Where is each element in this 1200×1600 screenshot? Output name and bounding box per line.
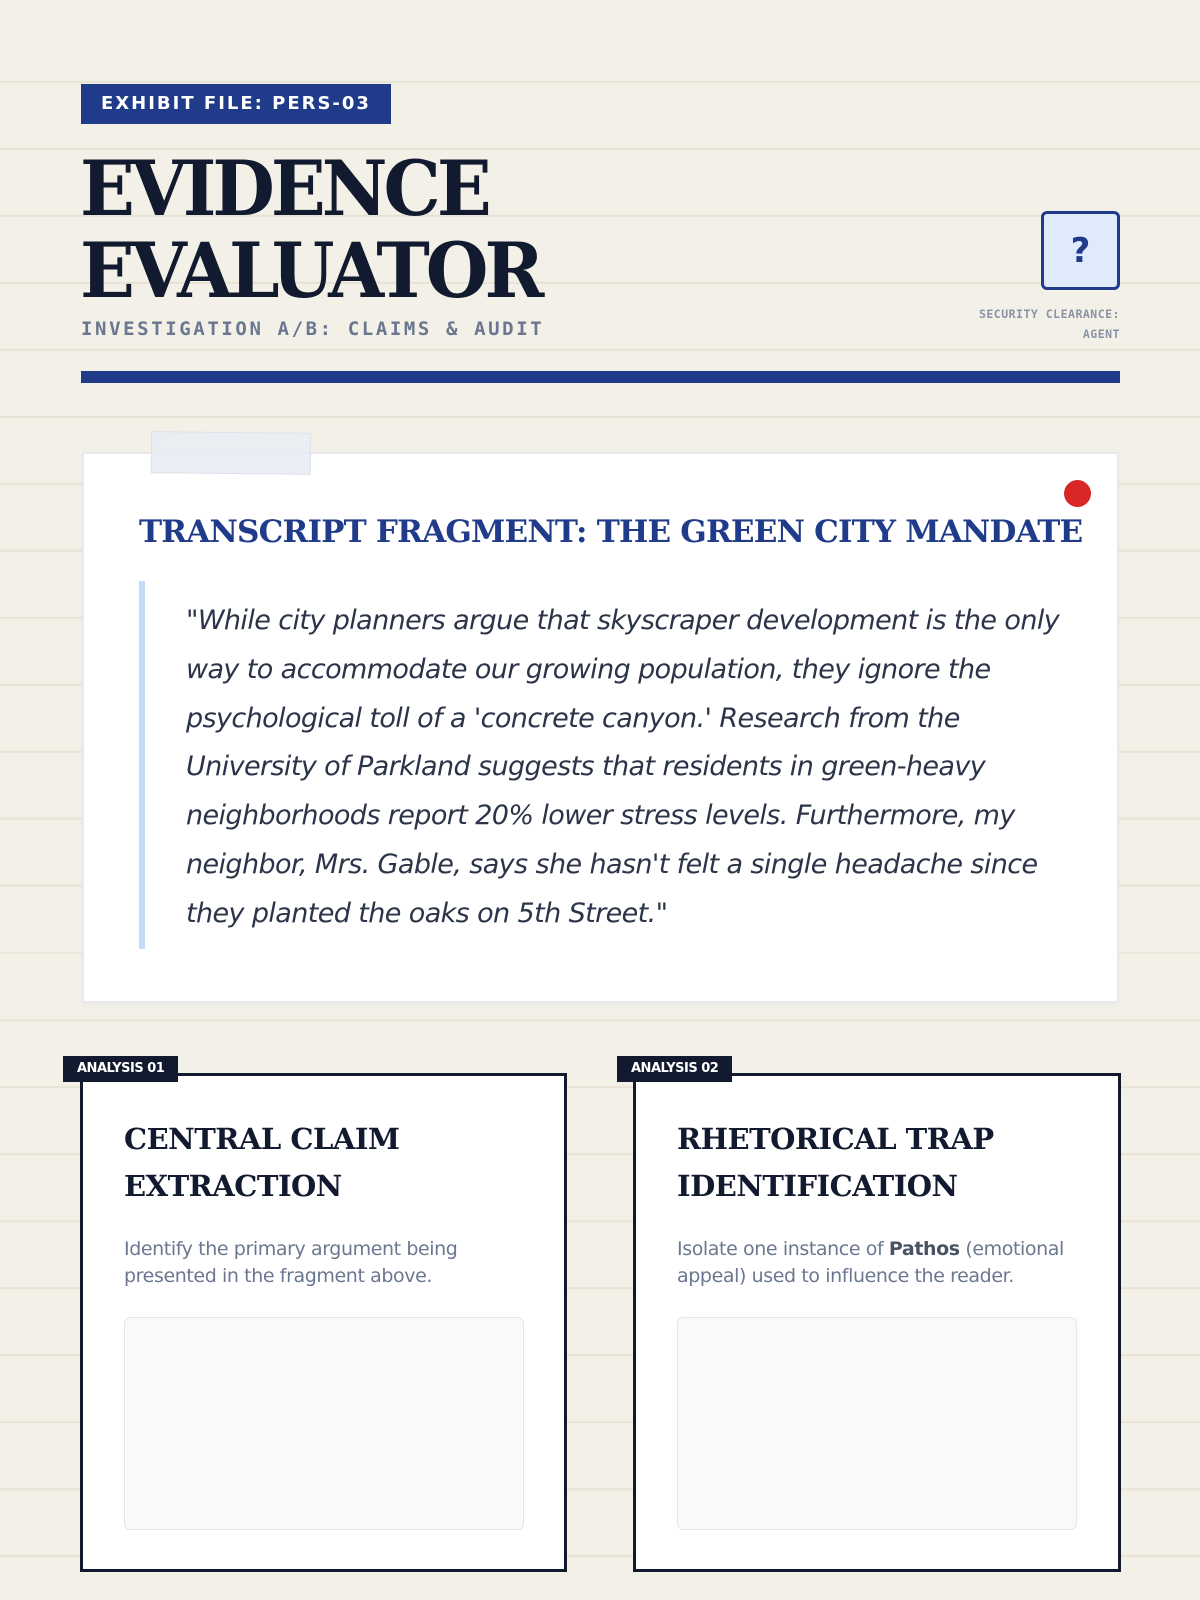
- analysis-label-01: ANALYSIS 01: [63, 1056, 178, 1082]
- transcript-heading: TRANSCRIPT FRAGMENT: THE GREEN CITY MANDATE: [139, 514, 1083, 550]
- rhetorical-trap-answer-input[interactable]: [677, 1317, 1077, 1530]
- page-subtitle: INVESTIGATION A/B: CLAIMS & AUDIT: [81, 318, 545, 340]
- analysis-label-02: ANALYSIS 02: [617, 1056, 732, 1082]
- analysis-card-rhetorical-trap: [633, 1073, 1121, 1572]
- page-title-line-2: EVALUATOR: [80, 225, 541, 315]
- central-claim-answer-input[interactable]: [124, 1317, 524, 1530]
- page-title-line-1: EVIDENCE: [80, 143, 488, 234]
- description-emphasis: Pathos: [888, 1238, 960, 1260]
- exhibit-file-tag: EXHIBIT FILE: PERS-03: [81, 84, 391, 124]
- header-divider: [81, 371, 1120, 383]
- transcript-card: [82, 452, 1119, 1003]
- description-text: Isolate one instance of: [677, 1238, 889, 1260]
- quote-accent-bar: [139, 581, 145, 949]
- analysis-title: CENTRAL CLAIM EXTRACTION: [124, 1122, 400, 1203]
- analysis-title: RHETORICAL TRAP IDENTIFICATION: [677, 1122, 994, 1203]
- security-clearance: [920, 304, 1120, 344]
- security-clearance-label: SECURITY CLEARANCE:: [978, 307, 1120, 321]
- description-text: (emotional appeal) used to influence the reader.: [677, 1238, 1064, 1287]
- help-button[interactable]: ?: [1041, 211, 1120, 290]
- analysis-card-central-claim: [80, 1073, 567, 1572]
- transcript-quote: "While city planners argue that skyscraper development is the only way to accommodate our growing population, they ignore the psychological toll of a 'concrete canyon.' Research from the University of Parkland suggests that residents in green-heavy neighborhoods report 20% lower stress levels. Furthermore, my neighbor, Mrs. Gable, says she hasn't felt a single headache since they planted the oaks on 5th Street.": [186, 605, 1060, 929]
- red-pin-icon: [1064, 480, 1091, 507]
- analysis-description: [677, 1236, 1097, 1290]
- analysis-description: Identify the primary argument being presented in the fragment above.: [124, 1238, 458, 1287]
- tape-strip: [151, 431, 311, 475]
- page-title: [80, 143, 541, 315]
- security-clearance-value: AGENT: [1082, 327, 1120, 341]
